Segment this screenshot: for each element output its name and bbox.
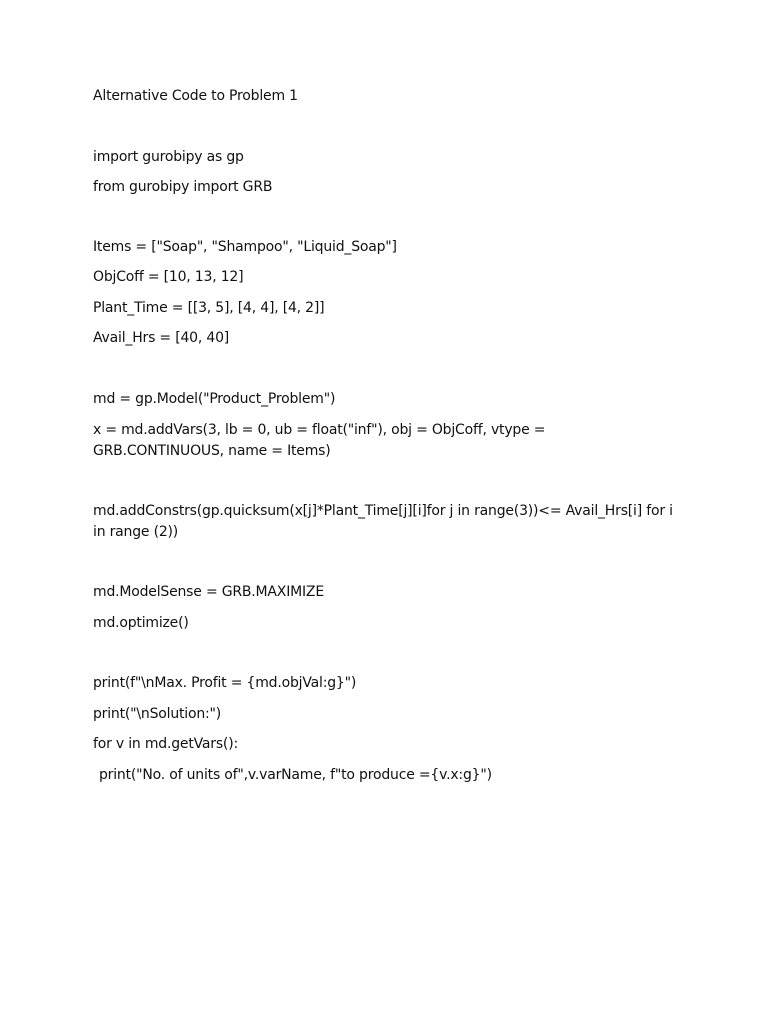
code-line: Avail_Hrs = [40, 40] — [93, 330, 230, 346]
code-line: print("\nSolution:") — [93, 706, 222, 722]
code-line: x = md.addVars(3, lb = 0, ub = float("inf"), obj = ObjCoff, vtype = GRB.CONTINUOUS, name = Items) — [93, 422, 550, 459]
code-line: ObjCoff = [10, 13, 12] — [93, 269, 244, 285]
code-line: Plant_Time = [[3, 5], [4, 4], [4, 2]] — [93, 300, 325, 316]
document-title: Alternative Code to Problem 1 — [93, 88, 298, 104]
code-line: from gurobipy import GRB — [93, 179, 273, 195]
code-line: import gurobipy as gp — [93, 149, 244, 165]
code-line: md.optimize() — [93, 615, 189, 631]
code-line: print("No. of units of",v.varName, f"to produce ={v.x:g}") — [99, 767, 492, 783]
code-line: print(f"\nMax. Profit = {md.objVal:g}") — [93, 675, 357, 691]
code-line: Items = ["Soap", "Shampoo", "Liquid_Soap"] — [93, 239, 397, 255]
code-line: md.ModelSense = GRB.MAXIMIZE — [93, 584, 324, 600]
code-line: md = gp.Model("Product_Problem") — [93, 391, 336, 407]
code-line: md.addConstrs(gp.quicksum(x[j]*Plant_Time[j][i]for j in range(3))<= Avail_Hrs[i] for i in range (2)) — [93, 503, 678, 540]
code-line: for v in md.getVars(): — [93, 736, 238, 752]
